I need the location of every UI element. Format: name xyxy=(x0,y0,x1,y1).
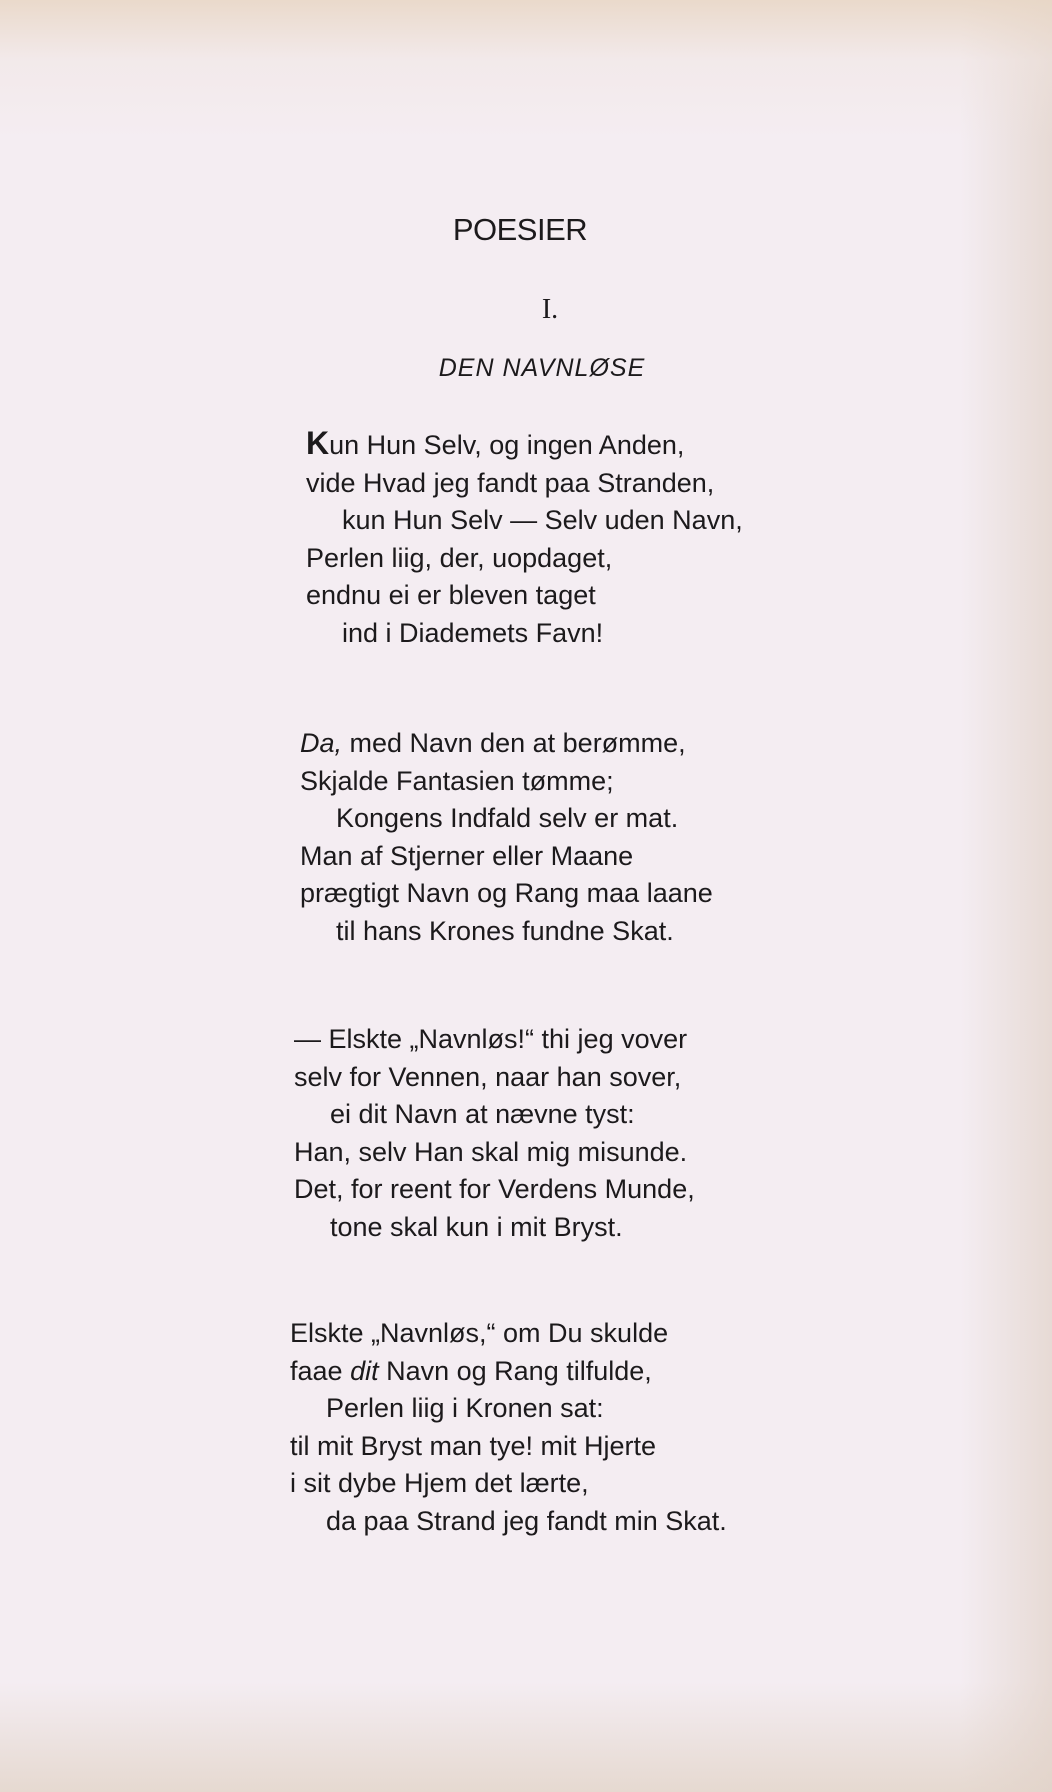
verse-line: Skjalde Fantasien tømme; xyxy=(300,765,614,796)
verse-line: vide Hvad jeg fandt paa Stranden, xyxy=(306,467,715,498)
verse-line: ind i Diademets Favn! xyxy=(342,617,604,648)
verse-line: tone skal kun i mit Bryst. xyxy=(330,1211,623,1242)
verse-line: selv for Vennen, naar han sover, xyxy=(294,1061,682,1092)
verse-line: Perlen liig i Kronen sat: xyxy=(326,1393,604,1423)
verse-line: kun Hun Selv — Selv uden Navn, xyxy=(342,505,743,535)
verse-line: — Elskte „Navnløs!“ thi jeg vover xyxy=(294,1024,688,1054)
stanza-2 xyxy=(300,725,713,950)
verse-line: da paa Strand jeg fandt min Skat. xyxy=(326,1505,727,1536)
stanza-4 xyxy=(290,1315,727,1540)
verse-line: faae dit Navn og Rang tilfulde, xyxy=(290,1355,652,1386)
verse-line: til mit Bryst man tye! mit Hjerte xyxy=(290,1430,657,1461)
verse-line: Kongens Indfald selv er mat. xyxy=(336,803,679,833)
page-title: POESIER xyxy=(452,212,588,247)
stanza-1 xyxy=(306,425,743,652)
verse-line: endnu ei er bleven taget xyxy=(306,580,596,610)
verse-line: til hans Krones fundne Skat. xyxy=(336,915,674,946)
verse-line: Han, selv Han skal mig misunde. xyxy=(294,1136,688,1167)
verse-line: ei dit Navn at nævne tyst: xyxy=(330,1099,635,1129)
poem-title: DEN NAVNLØSE xyxy=(438,354,646,382)
verse-line: Det, for reent for Verdens Munde, xyxy=(294,1174,695,1204)
verse-line: Kun Hun Selv, og ingen Anden, xyxy=(306,425,685,461)
verse-line: prægtigt Navn og Rang maa laane xyxy=(300,878,713,908)
verse-line: Perlen liig, der, uopdaget, xyxy=(306,542,613,573)
stanza-3 xyxy=(294,1021,695,1246)
section-number: I. xyxy=(541,294,559,325)
verse-line: Da, med Navn den at berømme, xyxy=(300,728,686,758)
verse-line: i sit dybe Hjem det lærte, xyxy=(290,1468,589,1498)
verse-line: Man af Stjerner eller Maane xyxy=(300,840,634,871)
verse-line: Elskte „Navnløs,“ om Du skulde xyxy=(290,1318,669,1348)
drop-initial: K xyxy=(306,425,330,461)
